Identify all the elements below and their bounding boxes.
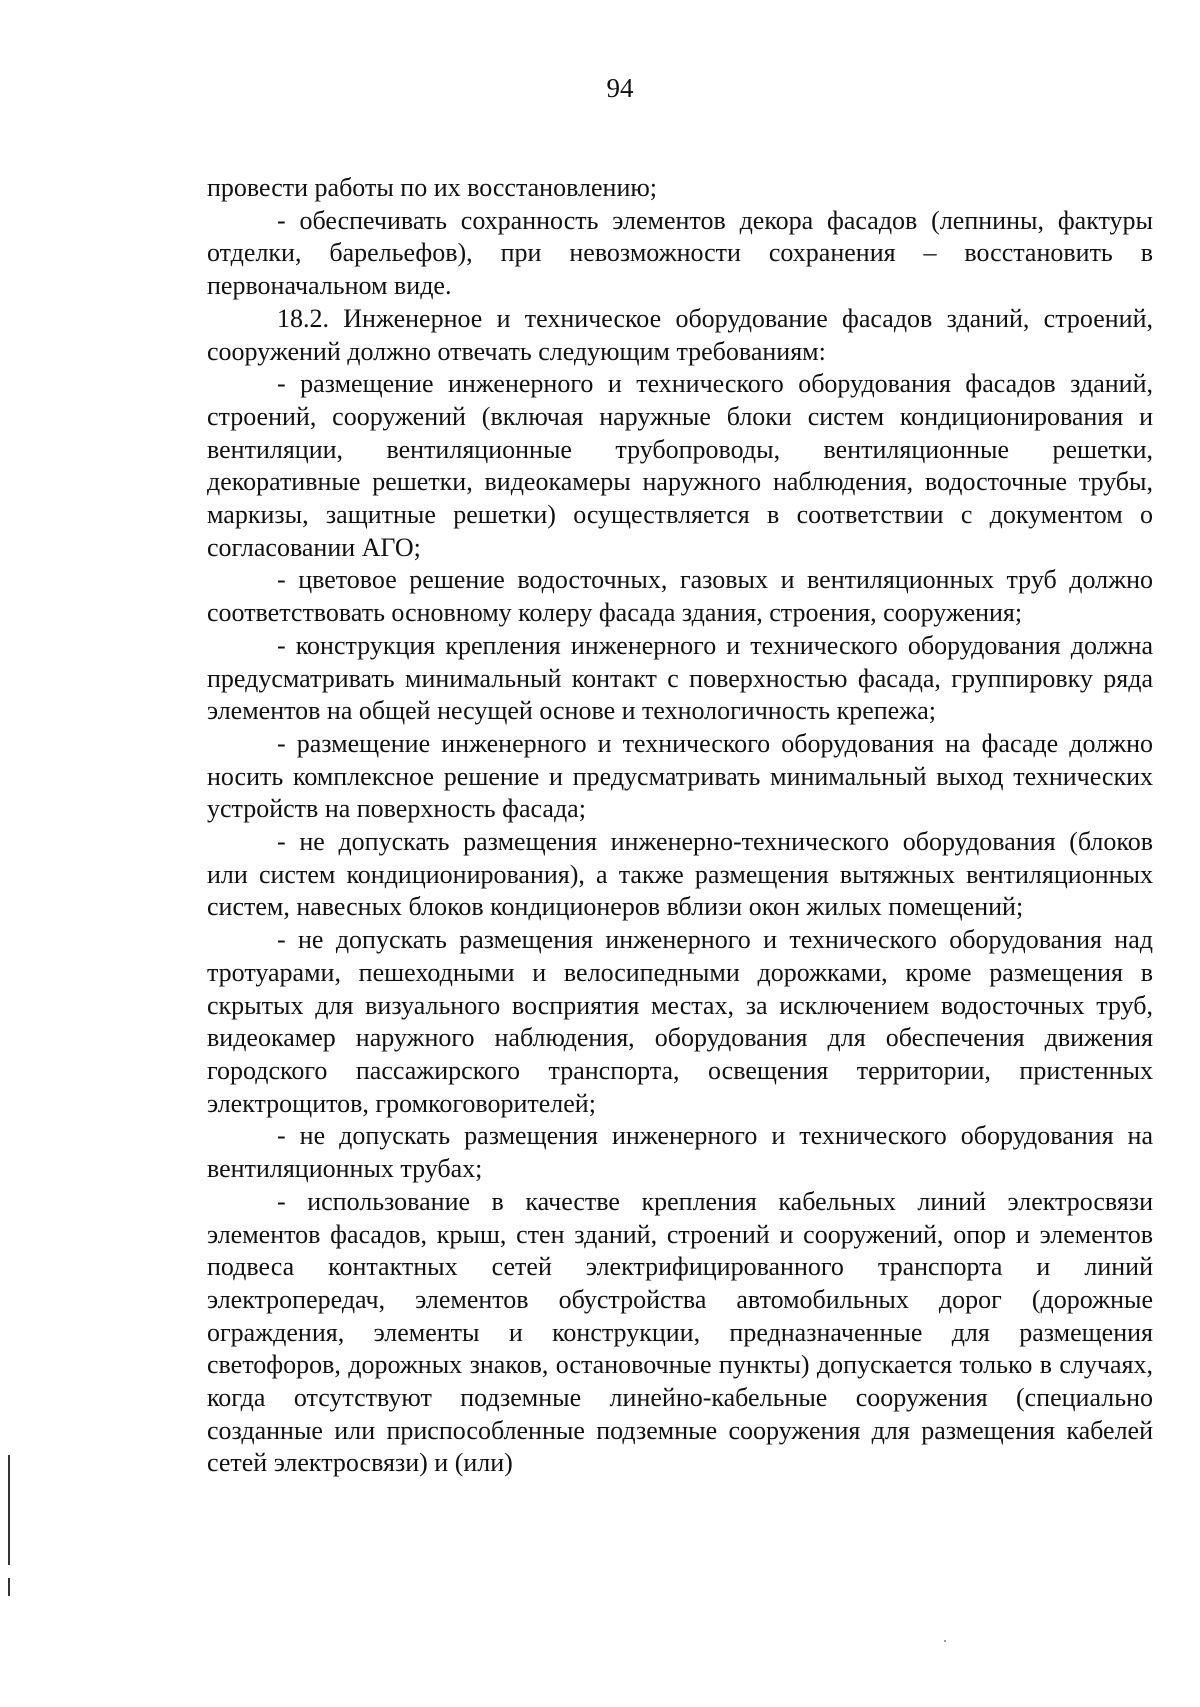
- paragraph-complex-solution: - размещение инженерного и технического оборудования на фасаде должно носить комплексное решение и предусматривать минимальный выход технических устройств на поверхность фасада;: [207, 728, 1153, 824]
- paragraph-decor-preservation: - обеспечивать сохранность элементов декора фасадов (лепнины, фактуры отделки, барельефов), при невозможности сохранения – восстановить в первоначальном виде.: [207, 205, 1153, 301]
- paragraph-section-18-2: 18.2. Инженерное и техническое оборудование фасадов зданий, строений, сооружений должно отвечать следующим требованиям:: [207, 303, 1153, 366]
- paragraph-equipment-placement: - размещение инженерного и технического оборудования фасадов зданий, строений, сооружений (включая наружные блоки систем кондиционирования и вентиляции, вентиляционные трубопроводы, вентиляционные решетки, декоративные решетки, видеокамеры наружного наблюдения, водосточные трубы, маркизы, защитные решетки) осуществляется в соответствии с документом о согласовании АГО;: [207, 369, 1153, 562]
- margin-scan-mark: [8, 1455, 10, 1565]
- margin-scan-mark: [8, 1578, 10, 1596]
- paragraph-no-near-windows: - не допускать размещения инженерно-технического оборудования (блоков или систем кондиционирования), а также размещения вытяжных вентиляционных систем, навесных блоков кондиционеров вблизи окон жилых помещений;: [207, 827, 1153, 922]
- scan-speck: [944, 1640, 946, 1642]
- paragraph-pipe-color: - цветовое решение водосточных, газовых и вентиляционных труб должно соответствовать основному колеру фасада здания, строения, сооружения;: [207, 565, 1153, 628]
- paragraph-continuation: провести работы по их восстановлению;: [207, 173, 658, 202]
- paragraph-mounting-design: - конструкция крепления инженерного и технического оборудования должна предусматривать минимальный контакт с поверхностью фасада, группировку ряда элементов на общей несущей основе и технологичность крепежа;: [207, 630, 1153, 726]
- document-body: [207, 172, 1153, 1480]
- paragraph-no-on-vent-pipes: - не допускать размещения инженерного и технического оборудования на вентиляционных трубах;: [207, 1121, 1153, 1184]
- paragraph-cable-lines: - использование в качестве крепления кабельных линий электросвязи элементов фасадов, крыш, стен зданий, строений и сооружений, опор и элементов подвеса контактных сетей электрифицированного транспорта и линий электропередач, элементов обустройства автомобильных дорог (дорожные ограждения, элементы и конструкции, предназначенные для размещения светофоров, дорожных знаков, остановочные пункты) допускается только в случаях, когда отсутствуют подземные линейно-кабельные сооружения (специально созданные или приспособленные подземные сооружения для размещения кабелей сетей электросвязи) и (или): [207, 1186, 1153, 1478]
- paragraph-no-over-sidewalks: - не допускать размещения инженерного и технического оборудования над тротуарами, пешеходными и велосипедными дорожками, кроме размещения в скрытых для визуального восприятия местах, за исключением водосточных труб, видеокамер наружного наблюдения, оборудования для обеспечения движения городского пассажирского транспорта, освещения территории, пристенных электрощитов, громкоговорителей;: [207, 925, 1153, 1118]
- page-number: 94: [606, 73, 634, 103]
